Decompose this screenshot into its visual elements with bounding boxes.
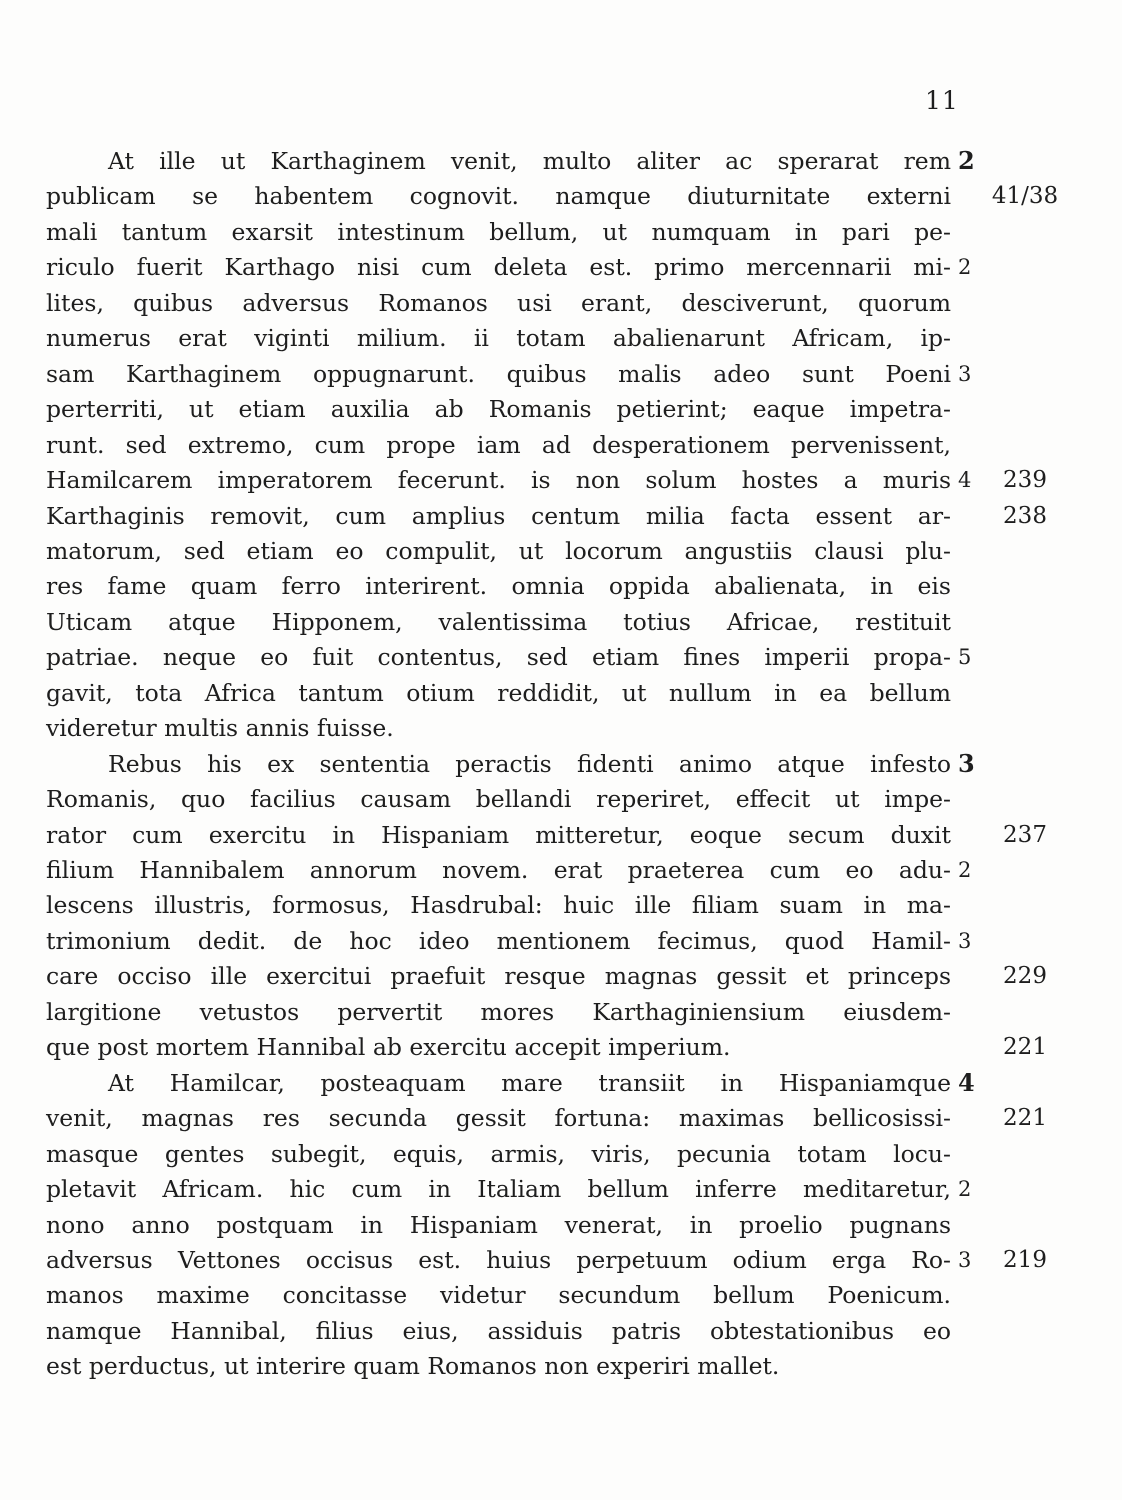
year-marginal-note: 237 (1003, 821, 1047, 848)
text-line: largitione vetustos pervertit mores Karthaginiensium eiusdem- (46, 997, 951, 1026)
year-marginal-note: 219 (1003, 1246, 1047, 1273)
section-number: 3 (958, 928, 972, 953)
text-line: filium Hannibalem annorum novem. erat praeterea cum eo adu- (46, 856, 951, 884)
text-line: perterriti, ut etiam auxilia ab Romanis petierint; eaque impetra- (46, 395, 951, 424)
text-line: riculo fuerit Karthago nisi cum deleta est. primo mercennarii mi- (46, 253, 951, 282)
page-number: 11 (925, 86, 959, 115)
chapter-number: 3 (958, 748, 975, 778)
text-line: Rebus his ex sententia peractis fidenti animo atque infesto (108, 749, 951, 778)
text-line: que post mortem Hannibal ab exercitu accepit imperium. (46, 1033, 731, 1062)
text-line: Uticam atque Hipponem, valentissima totius Africae, restituit (46, 607, 951, 636)
text-line: nono anno postquam in Hispaniam venerat, in proelio pugnans (46, 1210, 951, 1239)
text-line: At ille ut Karthaginem venit, multo aliter ac sperarat rem (108, 147, 951, 175)
year-marginal-note: 239 (1003, 467, 1047, 494)
section-number: 5 (958, 645, 972, 670)
text-line: patriae. neque eo fuit contentus, sed etiam fines imperii propa- (46, 643, 951, 672)
text-line: At Hamilcar, posteaquam mare transiit in Hispaniamque (108, 1068, 951, 1097)
chapter-number: 2 (958, 146, 975, 175)
text-line: res fame quam ferro interirent. omnia oppida abalienata, in eis (46, 572, 951, 601)
section-number: 2 (958, 255, 972, 280)
section-number: 2 (958, 1177, 972, 1202)
text-line: videretur multis annis fuisse. (46, 714, 394, 743)
text-line: publicam se habentem cognovit. namque diuturnitate externi (46, 182, 951, 211)
text-line: sam Karthaginem oppugnarunt. quibus malis adeo sunt Poeni (46, 359, 951, 388)
text-line: Hamilcarem imperatorem fecerunt. is non solum hostes a muris (46, 466, 951, 495)
text-line: Karthaginis removit, cum amplius centum milia facta essent ar- (46, 501, 951, 530)
section-number: 3 (958, 1247, 972, 1272)
text-line: namque Hannibal, filius eius, assiduis patris obtestationibus eo (46, 1316, 951, 1345)
text-line: trimonium dedit. de hoc ideo mentionem fecimus, quod Hamil- (46, 926, 951, 955)
year-marginal-note: 238 (1003, 502, 1047, 529)
year-marginal-note: 221 (1003, 1034, 1047, 1061)
text-line: care occiso ille exercitui praefuit resque magnas gessit et princeps (46, 962, 951, 991)
text-line: runt. sed extremo, cum prope iam ad desperationem pervenissent, (46, 430, 951, 459)
section-number: 3 (958, 361, 972, 386)
text-line: mali tantum exarsit intestinum bellum, ut numquam in pari pe- (46, 217, 951, 246)
text-line: lites, quibus adversus Romanos usi erant, desciverunt, quorum (46, 288, 951, 317)
text-line: manos maxime concitasse videtur secundum bellum Poenicum. (46, 1281, 951, 1310)
text-line: masque gentes subegit, equis, armis, viris, pecunia totam locu- (46, 1139, 951, 1168)
text-line: venit, magnas res secunda gessit fortuna: maximas bellicosissi- (46, 1104, 951, 1133)
text-line: Romanis, quo facilius causam bellandi reperiret, effecit ut impe- (46, 785, 951, 814)
text-line: matorum, sed etiam eo compulit, ut locorum angustiis clausi plu- (46, 536, 951, 565)
year-marginal-note: 221 (1003, 1105, 1047, 1132)
text-line: adversus Vettones occisus est. huius perpetuum odium erga Ro- (46, 1245, 951, 1274)
year-marginal-note: 41/38 (991, 183, 1059, 210)
text-line: pletavit Africam. hic cum in Italiam bellum inferre meditaretur, (46, 1175, 951, 1204)
text-line: gavit, tota Africa tantum otium reddidit, ut nullum in ea bellum (46, 678, 951, 707)
year-marginal-note: 229 (1003, 963, 1047, 990)
chapter-number: 4 (958, 1067, 975, 1097)
text-line: est perductus, ut interire quam Romanos non experiri mallet. (46, 1352, 780, 1381)
text-line: numerus erat viginti milium. ii totam abalienarunt Africam, ip- (46, 324, 951, 353)
text-line: lescens illustris, formosus, Hasdrubal: huic ille filiam suam in ma- (46, 891, 951, 920)
text-line: rator cum exercitu in Hispaniam mitteretur, eoque secum duxit (46, 820, 951, 849)
section-number: 2 (958, 858, 972, 882)
section-number: 4 (958, 468, 972, 493)
